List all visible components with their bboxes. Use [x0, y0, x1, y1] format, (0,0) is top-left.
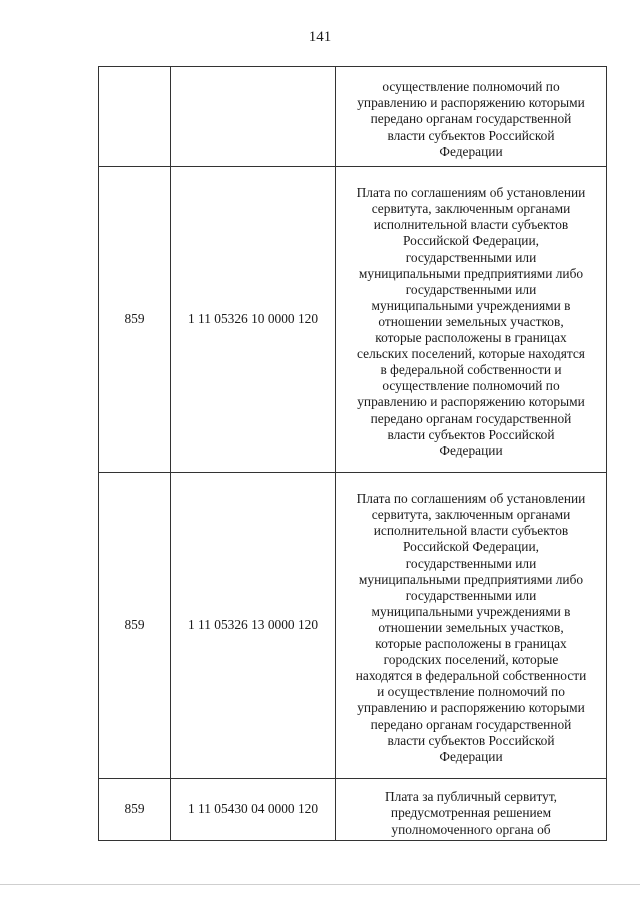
admin-code-cell: 859 — [99, 473, 171, 779]
page-number: 141 — [308, 29, 332, 45]
revenue-name-text: осуществление полномочий по управлению и распоряжению которыми передано органам государственной власти субъектов Российской Федерации — [357, 79, 585, 159]
bottom-edge-line — [0, 884, 640, 885]
revenue-name-text: Плата по соглашениям об установлении сервитута, заключенным органами исполнительной власти субъектов Российской Федерации, государственными или муниципальными предприятиями либо государственными или муниципальными учреждениями в отношении земельных участков, которые расположены в границах сельских поселений, которые находятся в федеральной собственности и осуществление полномочий по управлению и распоряжению которыми передано органам государственной власти субъектов Российской Федерации — [356, 185, 586, 458]
revenue-code-cell: 1 11 05326 13 0000 120 — [171, 473, 336, 779]
table-row — [99, 473, 607, 779]
revenue-name-cell — [336, 473, 607, 779]
table-row — [99, 779, 607, 841]
revenue-code-cell: 1 11 05326 10 0000 120 — [171, 167, 336, 473]
table-row — [99, 167, 607, 473]
admin-code-cell — [99, 67, 171, 167]
revenue-name-cell — [336, 67, 607, 167]
revenue-code-cell: 1 11 05430 04 0000 120 — [171, 779, 336, 841]
table-row-continuation — [99, 67, 607, 167]
admin-code-cell: 859 — [99, 167, 171, 473]
revenue-code-cell — [171, 67, 336, 167]
admin-code-cell: 859 — [99, 779, 171, 841]
revenue-name-cell — [336, 167, 607, 473]
revenue-name-cell — [336, 779, 607, 841]
revenue-codes-table — [98, 66, 607, 841]
revenue-name-text: Плата по соглашениям об установлении сервитута, заключенным органами исполнительной власти субъектов Российской Федерации, государственными или муниципальными предприятиями либо государственными или муниципальными учреждениями в отношении земельных участков, которые расположены в границах городских поселений, которые находятся в федеральной собственности и осуществление полномочий по управлению и распоряжению которыми передано органам государственной власти субъектов Российской Федерации — [355, 491, 587, 764]
revenue-name-text: Плата за публичный сервитут, предусмотренная решением уполномоченного органа об — [384, 789, 558, 837]
